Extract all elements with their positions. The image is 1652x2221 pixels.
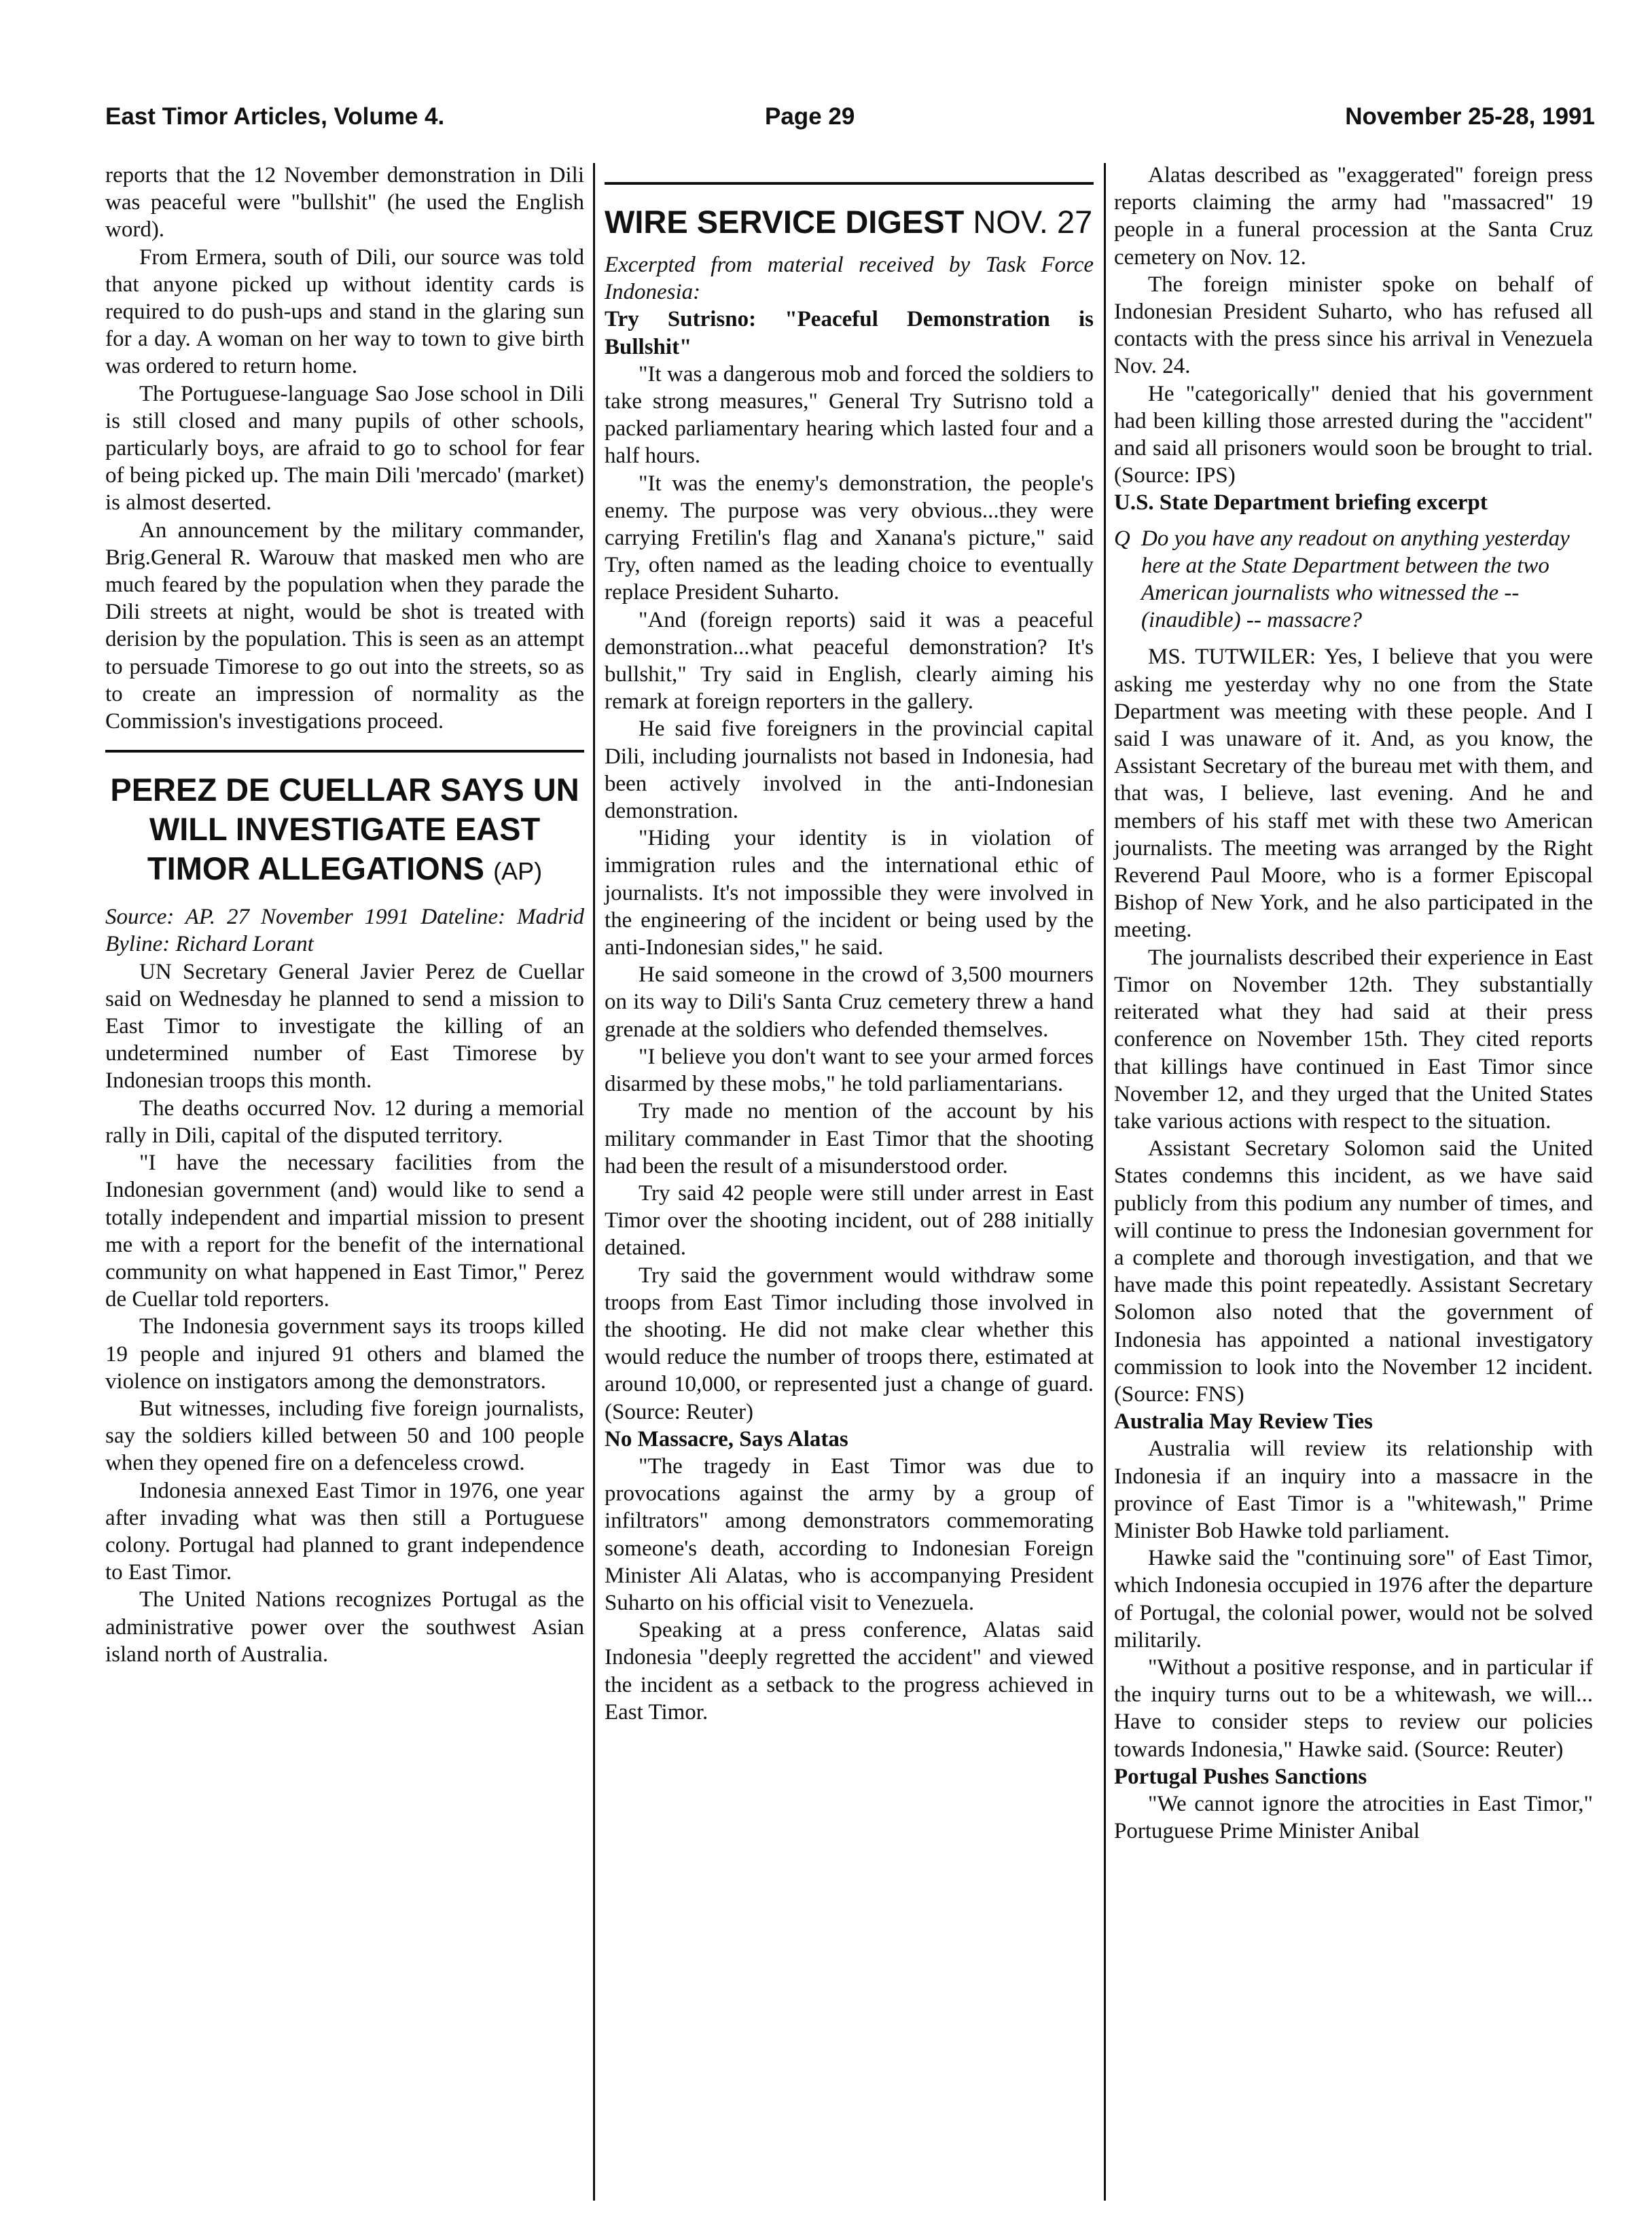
paragraph: The Indonesia government says its troops killed 19 people and injured 91 others and blamed the violence on instigators among the demonstrators.	[105, 1314, 584, 1394]
paragraph: Indonesia annexed East Timor in 1976, one year after invading what was then still a Portuguese colony. Portugal had planned to grant independence to East Timor.	[105, 1478, 584, 1585]
paragraph: The journalists described their experience in East Timor on November 12th. They substantially reiterated what they had said at their press conference on November 15th. They cited reports that killings have continued in East Timor since November 12, and they urged that the United States take various actions with respect to the situation.	[1114, 945, 1593, 1134]
article-source: Source: AP. 27 November 1991 Dateline: Madrid Byline: Richard Lorant	[105, 905, 584, 957]
column-3	[1114, 162, 1593, 1845]
paragraph: Try made no mention of the account by his military commander in East Timor that the shooting had been the result of a misunderstood order.	[605, 1099, 1094, 1178]
paragraph: MS. TUTWILER: Yes, I believe that you were asking me yesterday why no one from the State Department was meeting with these people. And I said I was unaware of it. And, as you know, the Assistant Secretary of the bureau met with them, and that was, I believe, last evening. And he and members of his staff met with these two American journalists. The meeting was arranged by the Right Reverend Paul Moore, who is a former Episcopal Bishop of New York, and he also participated in the meeting.	[1114, 645, 1593, 943]
column-2	[605, 162, 1094, 1726]
paragraph: The Portuguese-language Sao Jose school in Dili is still closed and many pupils of other schools, particularly boys, are afraid to go to school for fear of being picked up. The main Dili 'mercado' (market) is almost deserted.	[105, 381, 584, 516]
section-headline-date: NOV. 27	[973, 204, 1093, 240]
paragraph: The deaths occurred Nov. 12 during a memorial rally in Dili, capital of the disputed territory.	[105, 1096, 584, 1148]
article-headline-text: PEREZ DE CUELLAR SAYS UN WILL INVESTIGATE EAST TIMOR ALLEGATIONS	[110, 772, 579, 887]
paragraph: Australia will review its relationship with Indonesia if an inquiry into a massacre in the province of East Timor is a "whitewash," Prime Minister Bob Hawke told parliament.	[1114, 1437, 1593, 1543]
paragraph: "I believe you don't want to see your armed forces disarmed by these mobs," he told parliamentarians.	[605, 1044, 1094, 1097]
paragraph: "The tragedy in East Timor was due to provocations against the army by a group of infiltrators" among demonstrators commemorating someone's death, according to Indonesian Foreign Minister Ali Alatas, who is accompanying President Suharto on his official visit to Venezuela.	[605, 1453, 1094, 1615]
article-headline	[105, 770, 584, 891]
header-publication: East Timor Articles, Volume 4.	[105, 103, 445, 130]
question-block	[1114, 525, 1593, 634]
paragraph: Hawke said the "continuing sore" of East Timor, which Indonesia occupied in 1976 after the departure of Portugal, the colonial power, would not be solved militarily.	[1114, 1546, 1593, 1653]
paragraph: He "categorically" denied that his government had been killing those arrested during the "accident" and said all prisoners would soon be brought to trial. (Source: IPS)	[1114, 381, 1593, 488]
section-headline-text: WIRE SERVICE DIGEST	[605, 204, 965, 240]
column-divider-left	[593, 163, 595, 2201]
paragraph: Try said the government would withdraw some troops from East Timor including those involved in the shooting. He did not make clear whether this would reduce the number of troops there, estimated at around 10,000, or represented just a change of guard. (Source: Reuter)	[605, 1263, 1094, 1424]
paragraph: The United Nations recognizes Portugal as the administrative power over the southwest Asian island north of Australia.	[105, 1587, 584, 1667]
section-rule	[105, 750, 584, 753]
question-label: Q	[1114, 526, 1130, 551]
subheading: Australia May Review Ties	[1114, 1409, 1373, 1434]
column-1	[105, 162, 584, 1668]
paragraph: Assistant Secretary Solomon said the United States condemns this incident, as we have said publicly from this podium any number of times, and will continue to press the Indonesian government for a complete and thorough investigation, and that we have made this point repeatedly. Assistant Secretary Solomon also noted that the government of Indonesia has appointed a national investigatory commission to look into the November 12 incident. (Source: FNS)	[1114, 1136, 1593, 1407]
paragraph: "It was a dangerous mob and forced the soldiers to take strong measures," General Try Sutrisno told a packed parliamentary hearing which lasted four and a half hours.	[605, 361, 1094, 469]
paragraph: Speaking at a press conference, Alatas said Indonesia "deeply regretted the accident" and viewed the incident as a setback to the progress achieved in East Timor.	[605, 1618, 1094, 1725]
subheading: No Massacre, Says Alatas	[605, 1426, 848, 1451]
paragraph: reports that the 12 November demonstration in Dili was peaceful were "bullshit" (he used the English word).	[105, 163, 584, 242]
paragraph: UN Secretary General Javier Perez de Cuellar said on Wednesday he planned to send a mission to East Timor to investigate the killing of an undetermined number of East Timorese by Indonesian troops this month.	[105, 959, 584, 1094]
question-text: Do you have any readout on anything yesterday here at the State Department between the two American journalists who witnessed the -- (inaudible) -- massacre?	[1141, 526, 1570, 633]
article-headline-suffix: (AP)	[493, 857, 543, 886]
paragraph: An announcement by the military commander, Brig.General R. Warouw that masked men who are much feared by the population when they parade the Dili streets at night, would be shot is treated with derision by the population. This is seen as an attempt to persuade Timorese to go out into the streets, so as to create an impression of normality as the Commission's investigations proceed.	[105, 518, 584, 734]
paragraph: From Ermera, south of Dili, our source was told that anyone picked up without identity cards is required to do push-ups and stand in the glaring sun for a day. A woman on her way to town to give birth was ordered to return home.	[105, 245, 584, 379]
paragraph: Try said 42 people were still under arrest in East Timor over the shooting incident, out of 288 initially detained.	[605, 1180, 1094, 1261]
paragraph: He said someone in the crowd of 3,500 mourners on its way to Dili's Santa Cruz cemetery threw a hand grenade at the soldiers who defended themselves.	[605, 962, 1094, 1042]
section-headline	[605, 202, 1094, 242]
subheading: Portugal Pushes Sanctions	[1114, 1764, 1367, 1789]
subheading: U.S. State Department briefing excerpt	[1114, 490, 1488, 516]
header-page-number: Page 29	[765, 103, 855, 130]
paragraph: He said five foreigners in the provincial capital Dili, including journalists not based in Indonesia, had been actively involved in the anti-Indonesian demonstration.	[605, 717, 1094, 824]
subheading: Try Sutrisno: "Peaceful Demonstration is Bullshit"	[605, 307, 1094, 359]
header-date: November 25-28, 1991	[1345, 103, 1595, 130]
paragraph: "Hiding your identity is in violation of immigration rules and the international ethic of journalists. It's not impossible they were involved in the engineering of the incident or being used by the anti-Indonesian sides," he said.	[605, 826, 1094, 960]
paragraph: Alatas described as "exaggerated" foreign press reports claiming the army had "massacred" 19 people in a funeral procession at the Santa Cruz cemetery on Nov. 12.	[1114, 163, 1593, 270]
section-rule	[605, 182, 1094, 185]
section-intro: Excerpted from material received by Task Force Indonesia:	[605, 253, 1094, 305]
paragraph: "Without a positive response, and in particular if the inquiry turns out to be a whitewash, we will... Have to consider steps to review our policies towards Indonesia," Hawke said. (Source: Reuter)	[1114, 1655, 1593, 1762]
paragraph: "And (foreign reports) said it was a peaceful demonstration...what peaceful demonstration? It's bullshit," Try said in English, clearly aiming his remark at foreign reporters in the gallery.	[605, 607, 1094, 715]
column-divider-right	[1104, 163, 1106, 2201]
paragraph: "It was the enemy's demonstration, the people's enemy. The purpose was very obvious...they were carrying Fretilin's flag and Xanana's picture," said Try, often named as the leading choice to eventually replace President Suharto.	[605, 471, 1094, 605]
paragraph: But witnesses, including five foreign journalists, say the soldiers killed between 50 and 100 people when they opened fire on a defenceless crowd.	[105, 1396, 584, 1476]
paragraph: "We cannot ignore the atrocities in East Timor," Portuguese Prime Minister Anibal	[1114, 1791, 1593, 1844]
paragraph: "I have the necessary facilities from the Indonesian government (and) would like to send a totally independent and impartial mission to present me with a report for the benefit of the international community on what happened in East Timor," Perez de Cuellar told reporters.	[105, 1151, 584, 1312]
paragraph: The foreign minister spoke on behalf of Indonesian President Suharto, who has refused all contacts with the press since his arrival in Venezuela Nov. 24.	[1114, 272, 1593, 379]
